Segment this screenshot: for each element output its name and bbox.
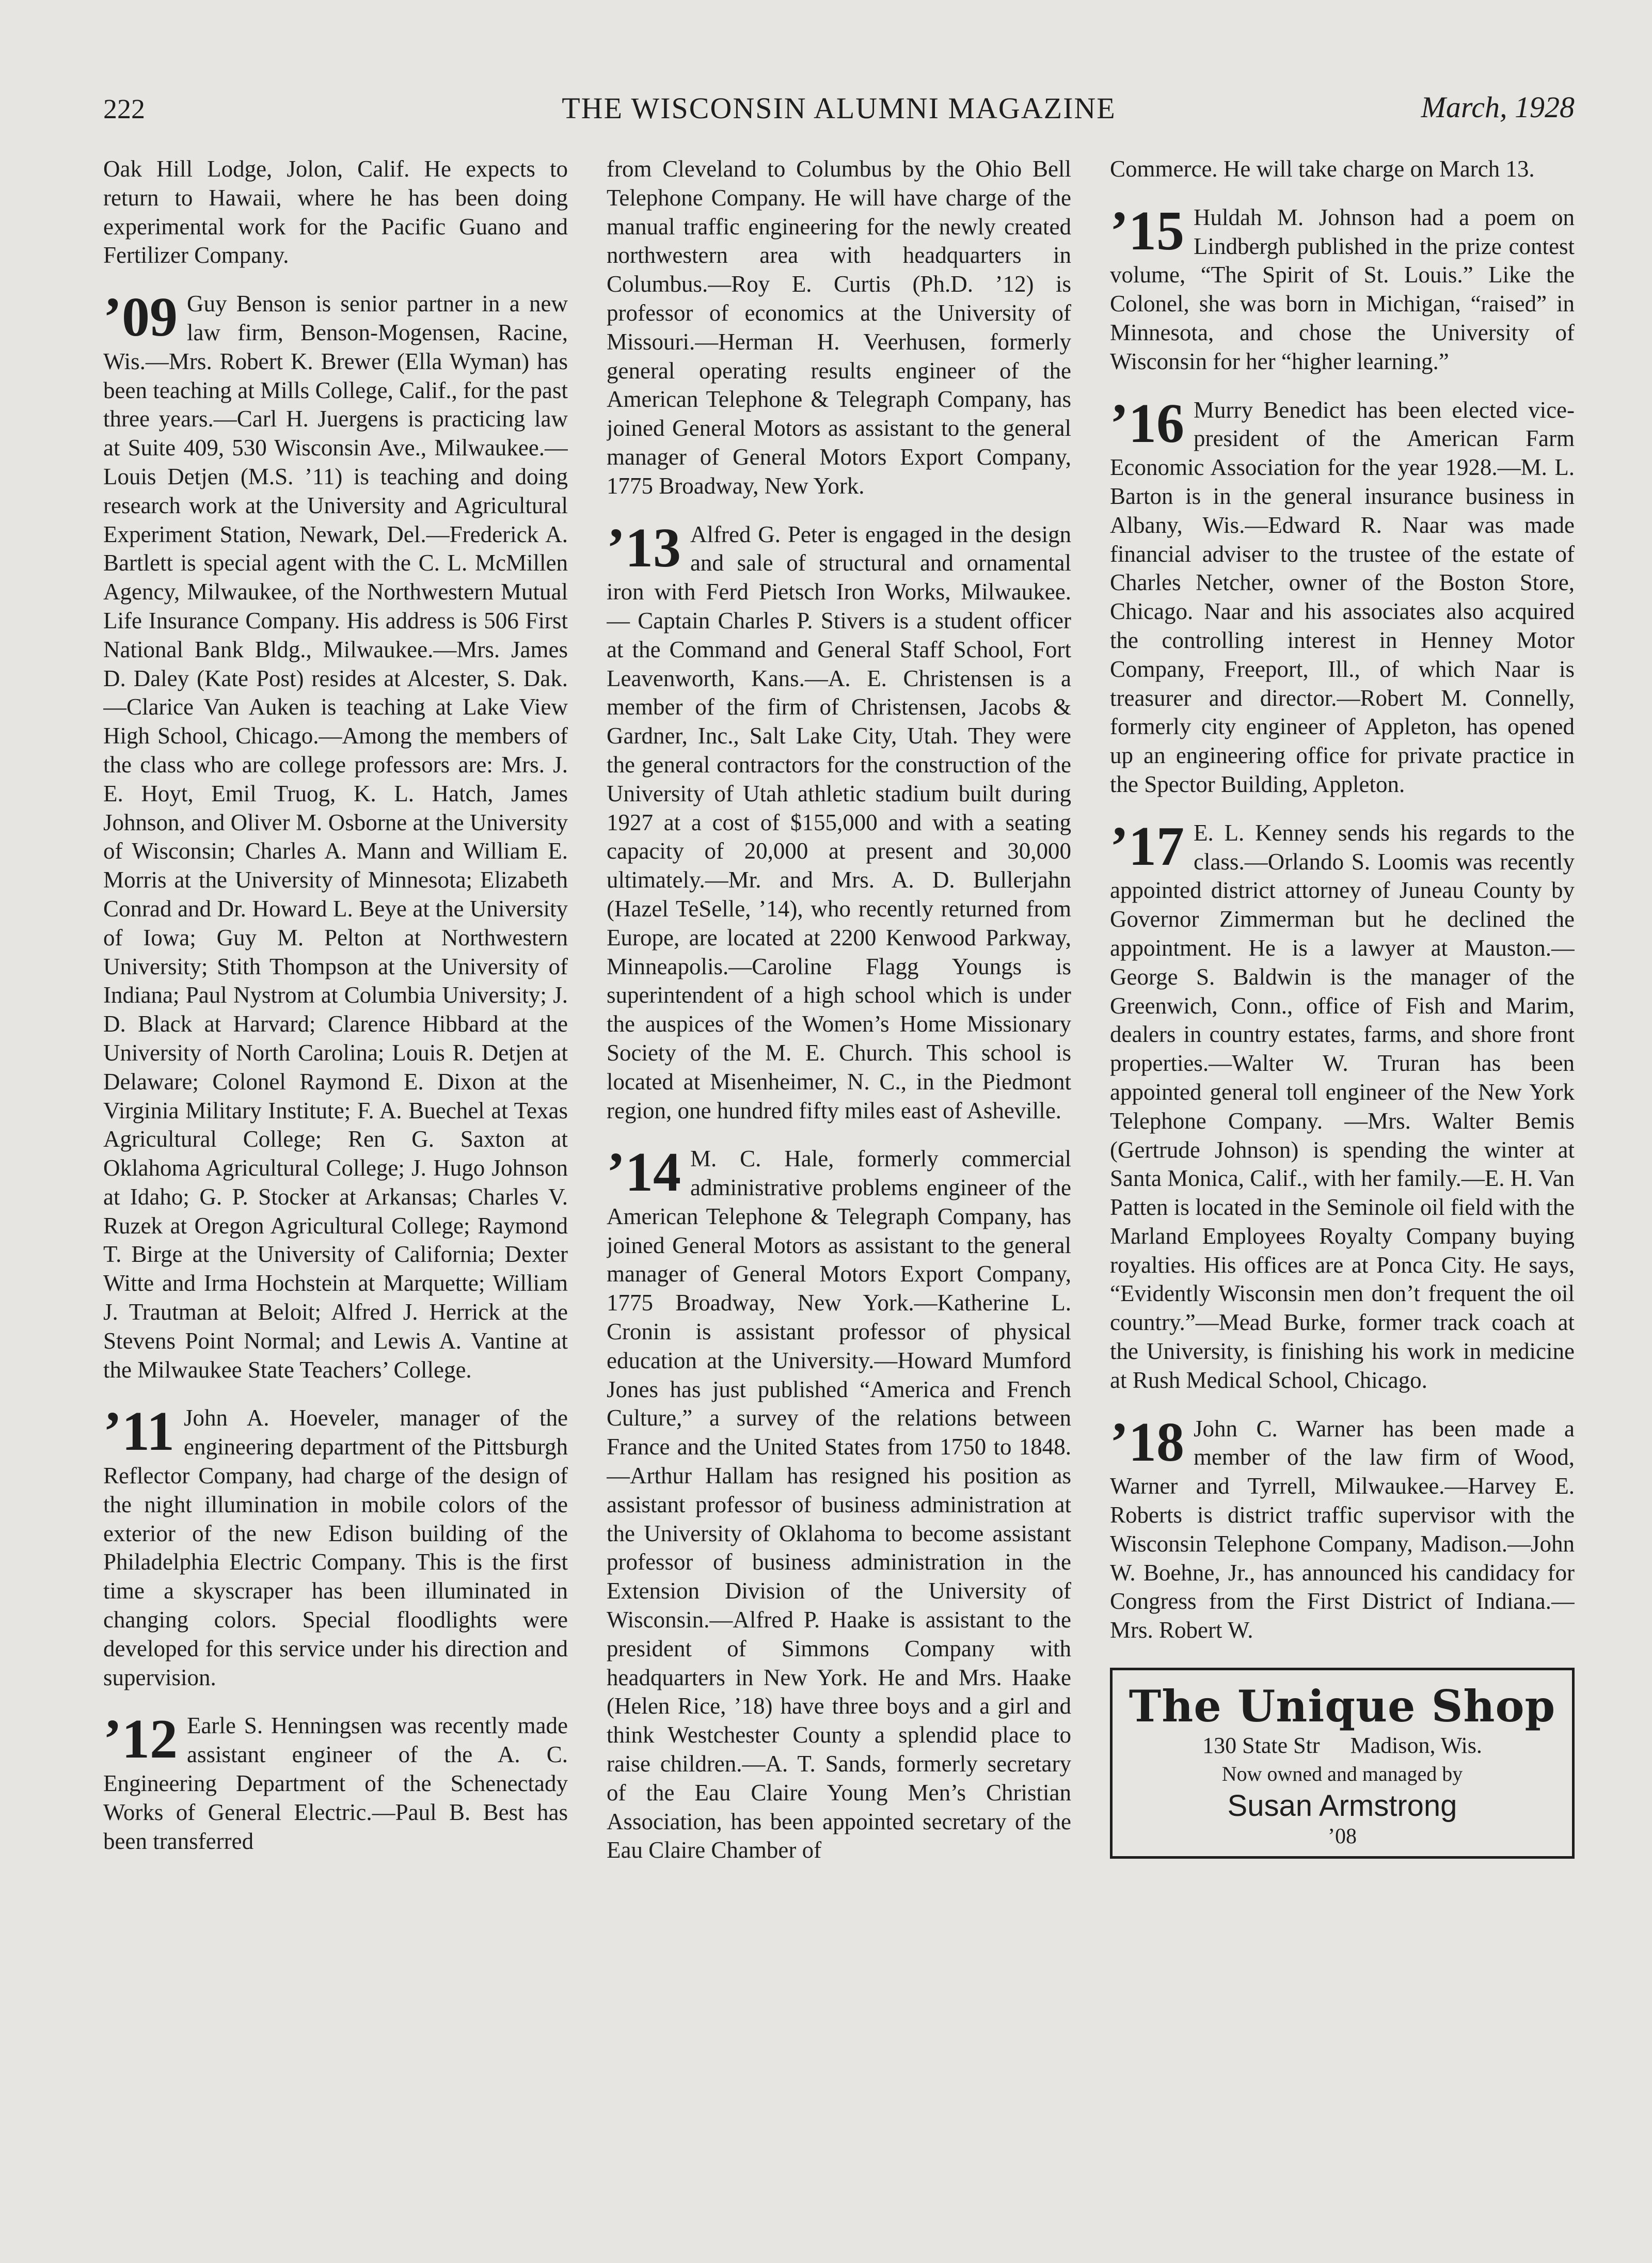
class-note-text: Alfred G. Peter is engaged in the design and sale of structural and ornamental iron with Ferd Pietsch Iron Works, Milwaukee. — Captain Charles P. Stivers is a student officer at the Command and General Staff School, Fort Leavenworth, Kans.—A. E. Christensen is a member of the firm of Christensen, Jacobs & Gardner, Inc., Salt Lake City, Utah. They were the general contractors for the construction of the University of Utah athletic stadium built during 1927 at a cost of $155,000 and with a seating capacity of 20,000 at present and 30,000 ultimately.—Mr. and Mrs. A. D. Bullerjahn (Hazel TeSelle, ’14), who recently returned from Europe, are located at 2200 Kenwood Parkway, Minneapolis.—Caroline Flagg Youngs is superintendent of a high school which is under the auspices of the Women’s Home Missionary Society of the M. E. Church. This school is located at Misenheimer, N. C., in the Piedmont region, one hundred fifty miles east of Asheville. <box>607 521 1071 1123</box>
class-note <box>1110 1411 1575 1645</box>
shop-address-line <box>1113 1731 1572 1760</box>
class-note-text: John C. Warner has been made a member of the law firm of Wood, Warner and Tyrrell, Milwaukee.—Harvey E. Roberts is district traffic supervisor with the Wisconsin Telephone Company, Madison.—John W. Boehne, Jr., has announced his candidacy for Congress from the First District of Indiana.—Mrs. Robert W. <box>1110 1415 1575 1643</box>
class-note <box>103 1401 568 1692</box>
class-year: ’15 <box>1110 200 1184 262</box>
class-year: ’18 <box>1110 1411 1184 1473</box>
page-number: 222 <box>103 93 145 124</box>
class-note <box>607 155 1071 501</box>
class-note-text: M. C. Hale, formerly commercial administrative problems engineer of the American Telephone & Telegraph Company, has joined General Motors as assistant to the general manager of General Motors Export Company, 1775 Broadway, New York.—Katherine L. Cronin is assistant professor of physical education at the University.—Howard Mumford Jones has just published “America and French Culture,” a survey of the relations between France and the United States from 1750 to 1848.—Arthur Hallam has resigned his position as assistant professor of business administration at the University of Oklahoma to become assistant professor of business administration in the Extension Division of the University of Wisconsin.—Alfred P. Haake is assistant to the president of Simmons Company with headquarters in New York. He and Mrs. Haake (Helen Rice, ’18) have three boys and a girl and think Westchester County a splendid place to raise children.—A. T. Sands, formerly secretary of the Eau Claire Young Men’s Christian Association, has been appointed secretary of the Eau Claire Chamber of <box>607 1146 1071 1863</box>
management-line: Now owned and managed by <box>1221 1762 1463 1786</box>
class-note <box>1110 155 1575 184</box>
class-note <box>607 1142 1071 1865</box>
class-year: ’09 <box>103 287 178 349</box>
class-note-text: E. L. Kenney sends his regards to the class.—Orlando S. Loomis was recently appointed district attorney of Juneau County by Governor Zimmerman but he declined the appointment. He is a lawyer at Mauston.—George S. Baldwin is the manager of the Greenwich, Conn., office of Fish and Marim, dealers in country estates, farms, and shore front properties.—Walter W. Truran has been appointed general toll engineer of the New York Telephone Company. —Mrs. Walter Bemis (Gertrude Johnson) is spending the winter at Santa Monica, Calif., with her family.—E. H. Van Patten is located in the Seminole oil field with the Marland Employees Royalty Company buying royalties. His offices are at Ponca City. He says, “Evidently Wisconsin men don’t frequent the oil country.”—Mead Burke, former track coach at the University, is finishing his work in medicine at Rush Medical School, Chicago. <box>1110 819 1575 1393</box>
class-year: ’17 <box>1110 815 1184 877</box>
class-note-text: Earle S. Henningsen was recently made assistant engineer of the A. C. Engineering Department of the Schenectady Works of General Electric.—Paul B. Best has been transferred <box>103 1713 568 1854</box>
class-note <box>103 1708 568 1856</box>
class-year: ’12 <box>103 1708 178 1770</box>
shop-owner: Susan Armstrong <box>1227 1789 1457 1823</box>
class-year: ’16 <box>1110 392 1184 454</box>
class-year: ’13 <box>607 517 681 579</box>
article-columns <box>103 155 1575 2194</box>
magazine-title: THE WISCONSIN ALUMNI MAGAZINE <box>562 91 1116 125</box>
class-note-text: Commerce. He will take charge on March 13. <box>1110 156 1535 182</box>
class-note <box>1110 200 1575 376</box>
owner-class-year: ’08 <box>1328 1825 1357 1849</box>
shop-name: The Unique Shop <box>1129 1681 1556 1732</box>
unique-shop-advertisement <box>1110 1668 1575 1859</box>
column-2 <box>607 155 1071 2194</box>
page-header <box>103 88 1575 129</box>
class-year: ’14 <box>607 1142 681 1204</box>
class-year: ’11 <box>103 1401 175 1463</box>
class-note <box>1110 815 1575 1395</box>
issue-date: March, 1928 <box>1421 90 1575 124</box>
column-1 <box>103 155 568 2194</box>
shop-street: 130 State Str <box>1202 1733 1320 1759</box>
class-note <box>607 517 1071 1126</box>
shop-city: Madison, Wis. <box>1350 1733 1482 1759</box>
class-note-text: from Cleveland to Columbus by the Ohio Bell Telephone Company. He will have charge of the manual traffic engineering for the newly created northwestern area with headquarters in Columbus.—Roy E. Curtis (Ph.D. ’12) is professor of economics at the University of Missouri.—Herman H. Veerhusen, formerly general operating results engineer of the American Telephone & Telegraph Company, has joined General Motors as assistant to the general manager of General Motors Export Company, 1775 Broadway, New York. <box>607 156 1071 499</box>
class-note-text: Murry Benedict has been elected vice-president of the American Farm Economic Association for the year 1928.—M. L. Barton is in the general insurance business in Albany, Wis.—Edward R. Naar was made financial adviser to the trustee of the estate of Charles Netcher, owner of the Boston Store, Chicago. Naar and his associates also acquired the controlling interest in Henney Motor Company, Freeport, Ill., of which Naar is treasurer and director.—Robert M. Connelly, formerly city engineer of Appleton, has opened up an engineering office for private practice in the Spector Building, Appleton. <box>1110 397 1575 797</box>
class-note-text: John A. Hoeveler, manager of the engineering department of the Pittsburgh Reflector Company, had charge of the design of the night illumination in mobile colors of the exterior of the new Edison building of the Philadelphia Electric Company. This is the first time a skyscraper has been illuminated in changing colors. Special floodlights were developed for this service under his direction and supervision. <box>103 1405 568 1690</box>
class-note <box>103 287 568 1384</box>
column-3 <box>1110 155 1575 2194</box>
class-note <box>1110 392 1575 799</box>
class-note-text: Guy Benson is senior partner in a new law firm, Benson-Mogensen, Racine, Wis.—Mrs. Robert K. Brewer (Ella Wyman) has been teaching at Mills College, Calif., for the past three years.—Carl H. Juergens is practicing law at Suite 409, 530 Wisconsin Ave., Milwaukee.—Louis Detjen (M.S. ’11) is teaching and doing research work at the University and Agricultural Experiment Station, Newark, Del.—Frederick A. Bartlett is special agent with the C. L. McMillen Agency, Milwaukee, of the Northwestern Mutual Life Insurance Company. His address is 506 First National Bank Bldg., Milwaukee.—Mrs. James D. Daley (Kate Post) resides at Alcester, S. Dak.—Clarice Van Auken is teaching at Lake View High School, Chicago.—Among the members of the class who are college professors are: Mrs. J. E. Hoyt, Emil Truog, K. L. Hatch, James Johnson, and Oliver M. Osborne at the University of Wisconsin; Charles A. Mann and William E. Morris at the University of Minnesota; Elizabeth Conrad and Dr. Howard L. Beye at the University of Iowa; Guy M. Pelton at Northwestern University; Stith Thompson at the University of Indiana; Paul Nystrom at Columbia University; J. D. Black at Harvard; Clarence Hibbard at the University of North Carolina; Louis R. Detjen at Delaware; Colonel Raymond E. Dixon at the Virginia Military Institute; F. A. Buechel at Texas Agricultural College; Ren G. Saxton at Oklahoma Agricultural College; J. Hugo Johnson at Idaho; G. P. Stocker at Arkansas; Charles V. Ruzek at Oregon Agricultural College; Raymond T. Birge at the University of California; Dexter Witte and Irma Hochstein at Marquette; William J. Trautman at Beloit; Alfred J. Herrick at the Stevens Point Normal; and Lewis A. Vantine at the Milwaukee State Teachers’ College. <box>103 291 568 1383</box>
class-note-text: Huldah M. Johnson had a poem on Lindbergh published in the prize contest volume, “The Spirit of St. Louis.” Like the Colonel, she was born in Michigan, “raised” in Minnesota, and chose the University of Wisconsin for her “higher learning.” <box>1110 204 1575 374</box>
class-note-text: Oak Hill Lodge, Jolon, Calif. He expects to return to Hawaii, where he has been doing experimental work for the Pacific Guano and Fertilizer Company. <box>103 156 568 268</box>
class-note <box>103 155 568 270</box>
